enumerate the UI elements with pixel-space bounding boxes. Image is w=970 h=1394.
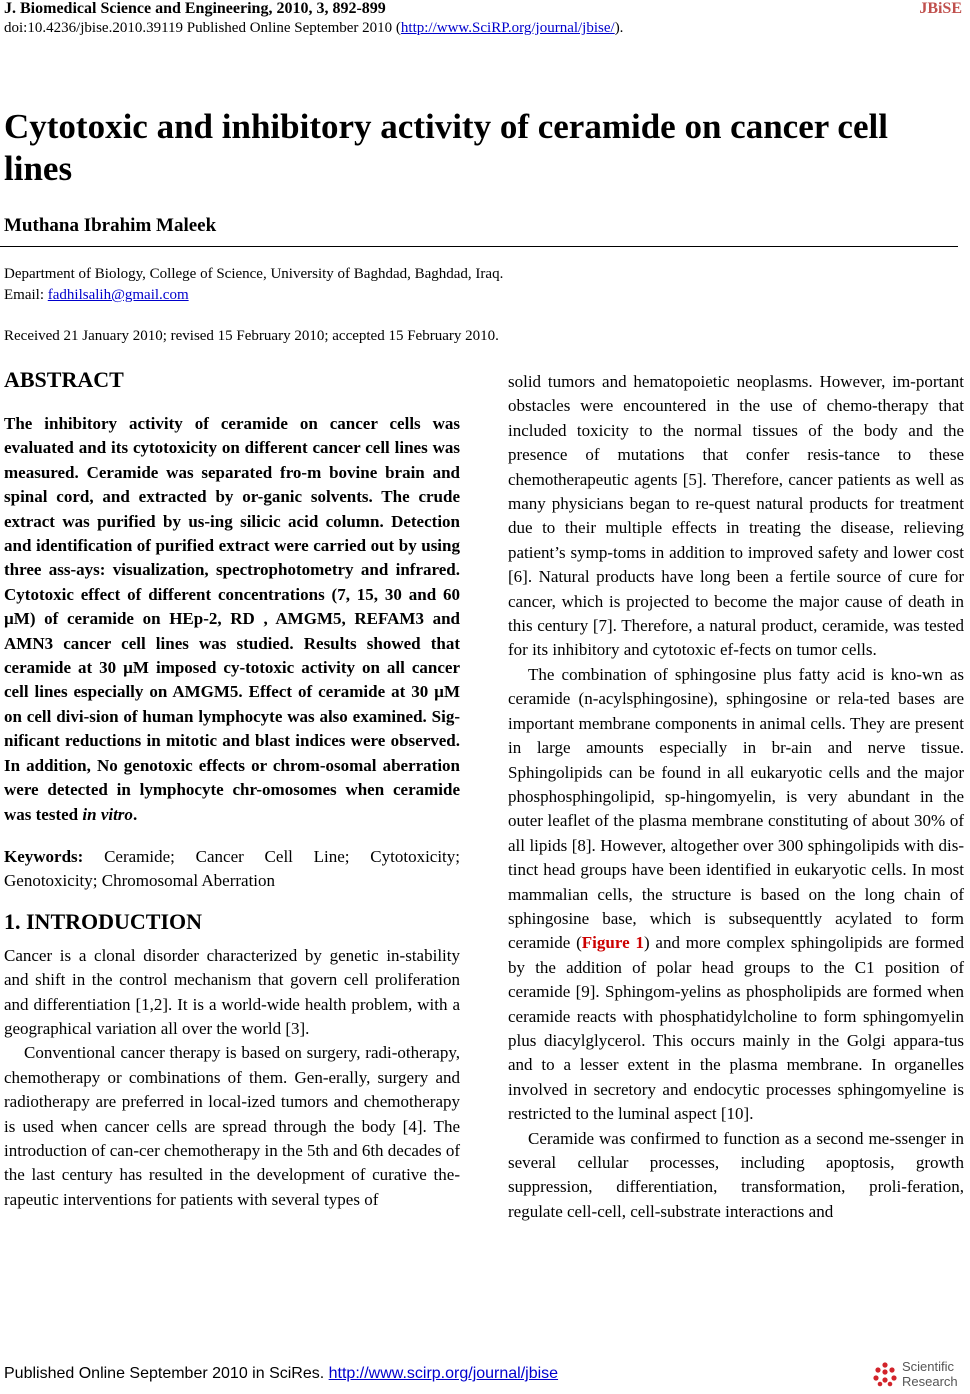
footer-link[interactable]: http://www.scirp.org/journal/jbise [328, 1365, 559, 1382]
figure-1-link[interactable]: Figure 1 [581, 933, 644, 953]
abstract-text: The inhibitory activity of ceramide on cancer cells was evaluated and its cytotoxicity on different cancer cell lines was measured. Ceramide was separated fro-m bovine brain and spinal cord, and extracted by or-ganic solvents. The crude extract was purified by us-ing silicic acid column. Detection and identification of purified extract were carried out by using three ass-ays: visualization, spectrophotometry and infrared. Cytotoxic effect of different concentrations (7, 15, 30 and 60 µM) of ceramide on HEp-2, RD , AMGM5, REFAM3 and AMN3 cancer cell lines was studied. Results showed that ceramide at 30 µM imposed cy-totoxic activity on all cancer cell lines especially on AMGM5. Effect of ceramide at 30 µM on cell divi-sion of human lymphocyte was also examined. Sig-nificant reductions in mitotic and blast indices were observed. In addition, No genotoxic effects or chrom-osomal aberration were detected in lymphocyte chr-omosomes when ceramide was tested [4, 414, 460, 824]
logo-line-1: Scientific [902, 1359, 955, 1374]
journal-citation: J. Biomedical Science and Engineering, 2010, 3, 892-899 [4, 0, 386, 17]
email-label: Email: [4, 287, 44, 303]
abstract-heading: ABSTRACT [4, 367, 124, 392]
doi-line [4, 19, 623, 37]
doi-suffix: ). [614, 20, 624, 36]
author-email [4, 286, 189, 305]
logo-line-2: Research [902, 1374, 958, 1389]
left-column [4, 366, 460, 1212]
publisher-logo [872, 1358, 968, 1392]
intro-paragraph-5: Ceramide was confirmed to function as a second me-ssenger in several cellular processes, including apoptosis, growth suppression, differentiation, transformation, proli-feration, regulate cell-cell, cell-substrate interactions and [508, 1128, 964, 1221]
abstract-italic: in vitro [82, 804, 133, 824]
introduction-heading: 1. INTRODUCTION [4, 908, 203, 934]
right-column [508, 370, 964, 1224]
abstract-body [4, 412, 460, 827]
paper-title: Cytotoxic and inhibitory activity of ceramide on cancer cell lines [4, 107, 888, 188]
intro-paragraph-4-b: ) and more complex sphingolipids are formed by the addition of polar head groups to the C1 position of ceramide [9]. Sphingom-yelins as phospholipids are formed when ceramide reacts with phosphatidylcholine to form sphingomyelin plus diacylglycerol. This occurs mainly in the Golgi appara-tus and to a lesser extent in the plasma membrane. In organelles involved in secretory and endocytic processes sphingomyeline is restricted to the luminal aspect [10]. [508, 933, 965, 1124]
footer-text: Published Online September 2010 in SciRes. [4, 1365, 325, 1382]
page-footer [4, 1364, 558, 1384]
intro-paragraph-3: solid tumors and hematopoietic neoplasms. However, im-portant obstacles were encountered in the use of chemo-therapy that included toxicity to the normal tissues of the body and the presence of mutations that confer resis-tance to these chemotherapeutic agents [5]. Therefore, cancer patients as well as many physicians began to re-quest natural products for treatment due to their multiple effects in treating the disease, relieving patient’s symp-toms in addition to improved safety and lower cost [6]. Natural products have long been a fertile source of cure for cancer, which is projected to become the major cause of death in this century [7]. Therefore, a natural product, ceramide, was tested for its inhibitory and cytotoxic ef-fects on tumor cells. [508, 372, 964, 660]
keywords [4, 845, 460, 894]
author-name: Muthana Ibrahim Maleek [4, 215, 217, 236]
intro-paragraph-1: Cancer is a clonal disorder characterized by genetic in-stability and shift in the control mechanism that govern cell proliferation and differentiation [1,2]. It is a world-wide health problem, with a geographical variation all over the world [3]. [4, 945, 460, 1038]
intro-paragraph-4-a: The combination of sphingosine plus fatty acid is kno-wn as ceramide (n-acylsphingosine), sphingosine or rela-ted bases are important membrane components in animal cells. They are present in large amounts especially in br-ain and nerve tissue. Sphingolipids can be found in all eukaryotic cells and the major phosphosphingolipid, sp-hingomyelin, is very abundant in the outer leaflet of the plasma membrane constituting of about 30% of all lipids [8]. However, altogether over 300 sphingolipids with dis-tinct head groups have been identified in eukaryotic cells. In most mammalian cells, the structure is based on the long chain of sphingosine base, which is subsequenttly acylated to form ceramide ( [508, 664, 964, 953]
journal-url-link[interactable]: http://www.SciRP.org/journal/jbise/ [400, 20, 615, 36]
intro-paragraph-2: Conventional cancer therapy is based on surgery, radi-otherapy, chemotherapy or combinations of them. Gen-erally, surgery and radiotherapy are preferred in local-ized tumors and chemotherapy is used when cancer cells are spread through the body [4]. The introduction of can-cer chemotherapy in the 5th and 6th decades of the last century has resulted in the development of curative the-rapeutic interventions for patients with several types of [4, 1043, 460, 1209]
journal-abbreviation: JBiSE [919, 0, 962, 17]
received-dates: Received 21 January 2010; revised 15 February 2010; accepted 15 February 2010. [4, 328, 499, 344]
doi-text: doi:10.4236/jbise.2010.39119 Published Online September 2010 ( [4, 20, 401, 36]
intro-paragraph-4 [508, 663, 964, 1127]
scientific-research-logo-icon [872, 1361, 898, 1387]
logo-text [902, 1359, 968, 1389]
abstract-end: . [132, 804, 138, 824]
keywords-list: Ceramide; Cancer Cell Line; Cytotoxicity; Genotoxicity; Chromosomal Aberration [4, 846, 461, 891]
keywords-label: Keywords: [4, 846, 84, 866]
email-link[interactable]: fadhilsalih@gmail.com [47, 287, 189, 303]
author-affiliation: Department of Biology, College of Science, University of Baghdad, Baghdad, Iraq. [4, 266, 504, 282]
title-divider [0, 246, 958, 247]
